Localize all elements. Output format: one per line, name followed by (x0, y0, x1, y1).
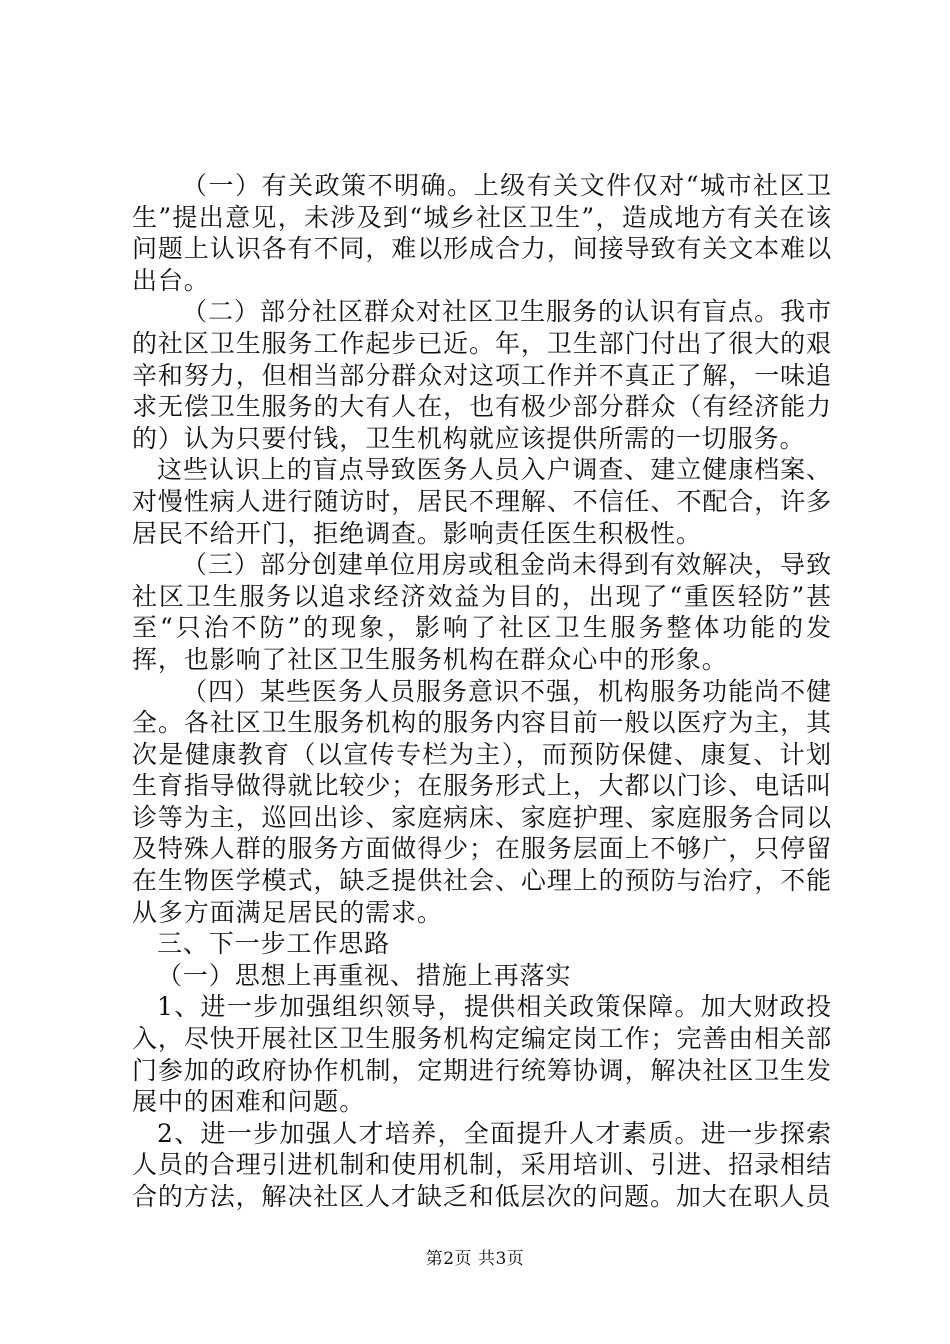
subsection-heading-thinking: （一）思想上再重视、措施上再落实 (157, 960, 572, 990)
paragraph-policy-unclear: （一）有关政策不明确。上级有关文件仅对“城市社区卫生”提出意见，未涉及到“城乡社区卫生”，造成地方有关在该问题上认识各有不同，难以形成合力，间接导致有关文本难以出台。 (132, 171, 832, 295)
paragraph-housing-funding: （三）部分创建单位用房或租金尚未得到有效解决，导致社区卫生服务以追求经济效益为目的，出现了“重医轻防”甚至“只治不防”的现象，影响了社区卫生服务整体功能的发挥，也影响了社区卫生服务机构在群众心中的形象。 (132, 550, 832, 674)
paragraph-service-awareness: （四）某些医务人员服务意识不强，机构服务功能尚不健全。各社区卫生服务机构的服务内容目前一般以医疗为主，其次是健康教育（以宣传专栏为主），而预防保健、康复、计划生育指导做得就比较少；在服务形式上，大都以门诊、电话叫诊等为主，巡回出诊、家庭病床、家庭护理、家庭服务合同以及特殊人群的服务方面做得少；在服务层面上不够广，只停留在生物医学模式，缺乏提供社会、心理上的预防与治疗，不能从多方面满足居民的需求。 (132, 676, 832, 927)
page-number-footer: 第2页 共3页 (425, 1249, 525, 1269)
paragraph-talent-training: 2、进一步加强人才培养，全面提升人才素质。进一步探索人员的合理引进机制和使用机制，采用培训、引进、招录相结合的方法，解决社区人才缺乏和低层次的问题。加大在职人员 (132, 1118, 832, 1211)
paragraph-leadership: 1、进一步加强组织领导，提供相关政策保障。加大财政投入，尽快开展社区卫生服务机构定编定岗工作；完善由相关部门参加的政府协作机制，定期进行统筹协调，解决社区卫生发展中的困难和问题。 (132, 992, 832, 1117)
paragraph-public-awareness: （二）部分社区群众对社区卫生服务的认识有盲点。我市的社区卫生服务工作起步已近。年，卫生部门付出了很大的艰辛和努力，但相当部分群众对这项工作并不真正了解，一味追求无偿卫生服务的大有人在，也有极少部分群众（有经济能力的）认为只要付钱，卫生机构就应该提供所需的一切服务。 (132, 297, 832, 453)
paragraph-awareness-impact: 这些认识上的盲点导致医务人员入户调查、建立健康档案、对慢性病人进行随访时，居民不理解、不信任、不配合，许多居民不给开门，拒绝调查。影响责任医生积极性。 (132, 455, 832, 548)
document-body (132, 170, 832, 1213)
section-heading-next-steps: 三、下一步工作思路 (157, 929, 391, 959)
